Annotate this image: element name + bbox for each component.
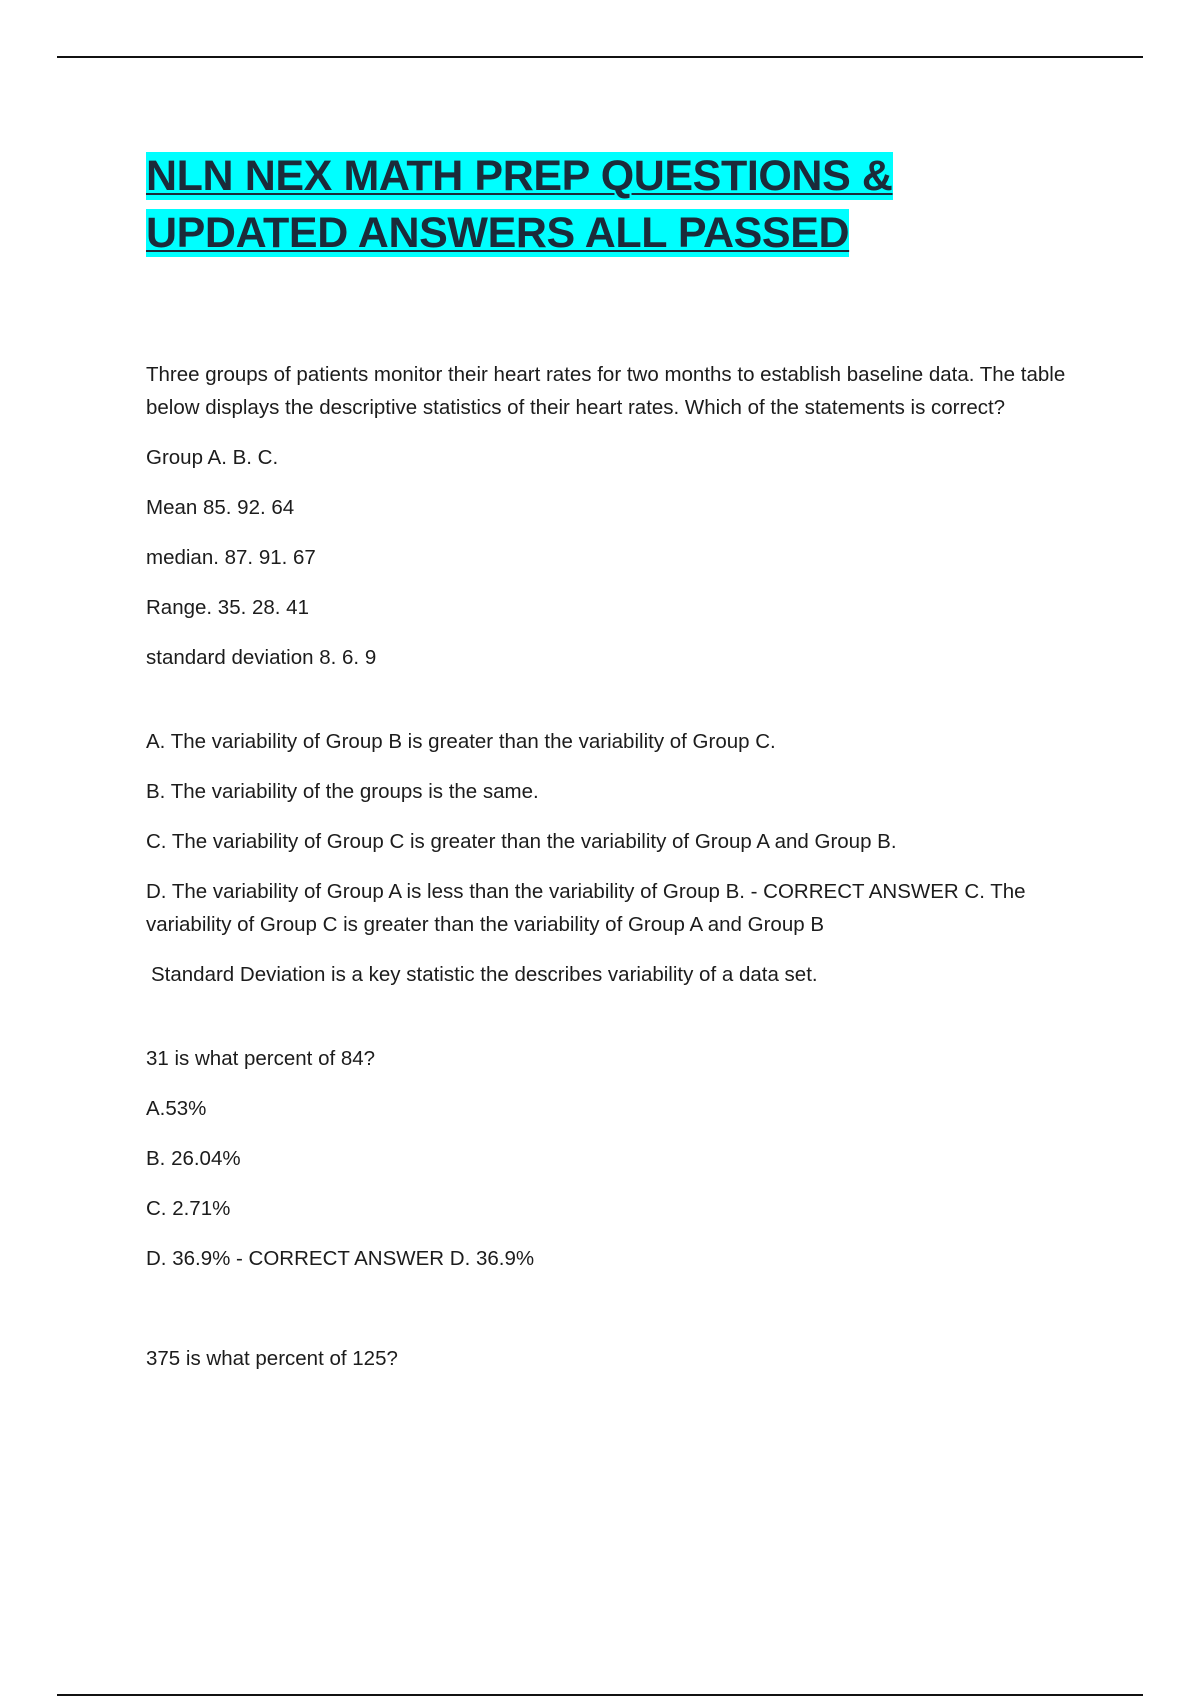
question-1 [146,358,1086,991]
document-body [146,358,1086,1392]
answer-option-b: B. The variability of the groups is the same. [146,780,539,803]
question-2 [146,1042,1086,1275]
answer-option-b: B. 26.04% [146,1147,241,1170]
document-title [146,148,1086,262]
table-row-range: Range. 35. 28. 41 [146,596,309,619]
table-row-group: Group A. B. C. [146,446,279,469]
answer-option-d: D. The variability of Group A is less than the variability of Group B. - CORRECT ANSWER C. The variability of Group C is greater than the variability of Group A and Group B [146,880,1026,936]
question-prompt: 375 is what percent of 125? [146,1347,398,1370]
table-row-standard-deviation: standard deviation 8. 6. 9 [146,646,377,669]
title-line-2: UPDATED ANSWERS ALL PASSED [146,209,850,257]
bottom-divider [57,1694,1143,1696]
answer-option-a: A. The variability of Group B is greater than the variability of Group C. [146,730,776,753]
question-3 [146,1342,1086,1375]
question-prompt: 31 is what percent of 84? [146,1047,376,1070]
answer-option-a: A.53% [146,1097,207,1120]
answer-option-d: D. 36.9% - CORRECT ANSWER D. 36.9% [146,1247,535,1270]
question-prompt: Three groups of patients monitor their heart rates for two months to establish baseline data. The table below displays the descriptive statistics of their heart rates. Which of the statements is correct? [146,363,1066,419]
answer-option-c: C. The variability of Group C is greater than the variability of Group A and Group B. [146,830,897,853]
title-line-1: NLN NEX MATH PREP QUESTIONS & [146,152,893,200]
table-row-median: median. 87. 91. 67 [146,546,316,569]
table-row-mean: Mean 85. 92. 64 [146,496,295,519]
answer-option-c: C. 2.71% [146,1197,231,1220]
top-divider [57,56,1143,58]
answer-explanation: Standard Deviation is a key statistic the describes variability of a data set. [151,963,818,986]
